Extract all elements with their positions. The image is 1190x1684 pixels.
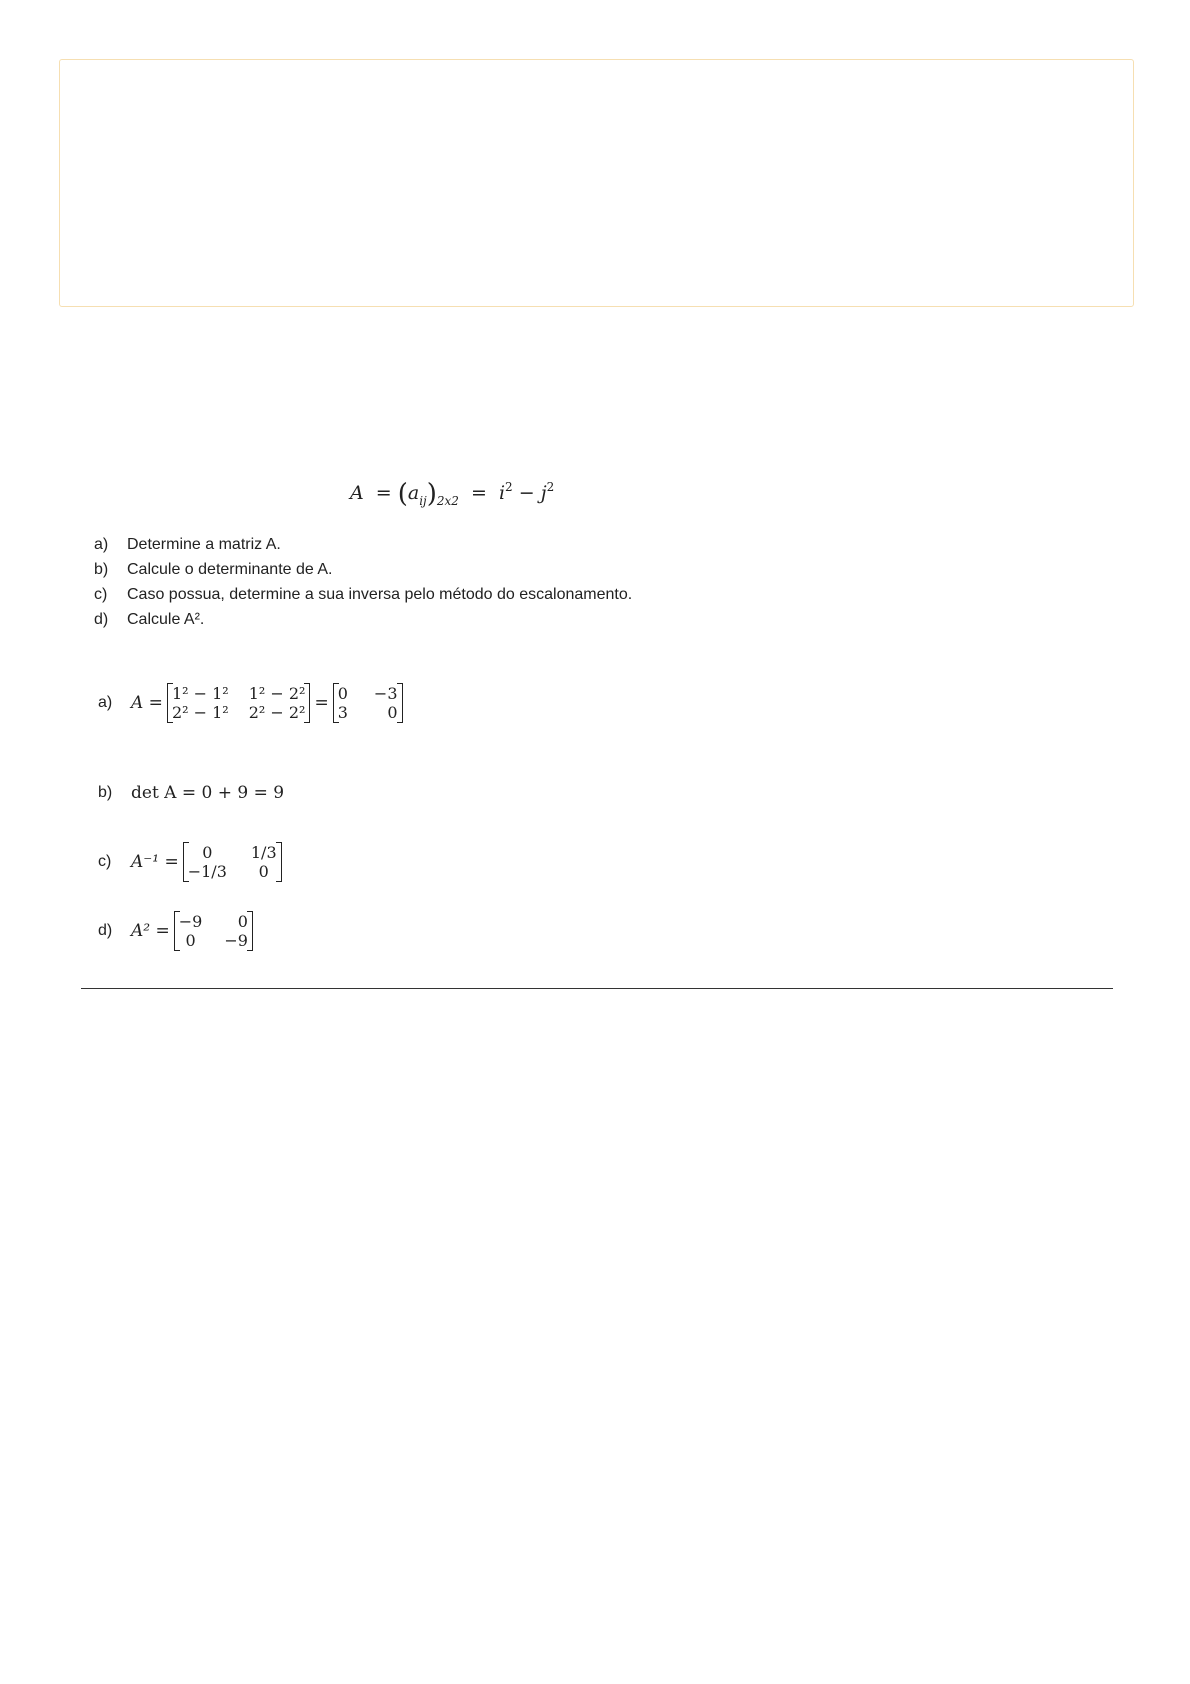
def-minus: − <box>518 482 535 504</box>
matrix-cell: 0 <box>202 843 213 862</box>
def-open-paren: ( <box>397 479 408 509</box>
answer-d-lhs: A² = <box>131 921 170 941</box>
header-box <box>59 59 1134 307</box>
matrix-cell: 2² − 1² <box>171 703 229 722</box>
question-letter: d) <box>94 611 109 628</box>
def-equals-2: = <box>471 482 487 504</box>
def-exp-i: 2 <box>505 480 513 494</box>
matrix-cell: 0 <box>185 931 196 950</box>
question-letter: a) <box>94 536 109 553</box>
question-text: Calcule A². <box>127 611 205 628</box>
matrix-result <box>333 683 403 723</box>
answer-a-lhs: A = <box>131 693 163 713</box>
answer-letter: b) <box>98 784 113 801</box>
answer-a <box>98 683 407 723</box>
matrix-cell: 0 <box>237 912 248 931</box>
def-a: a <box>407 482 420 504</box>
matrix-cell: 0 <box>387 703 398 722</box>
def-lhs: A <box>350 482 364 504</box>
matrix-cell: −3 <box>373 684 398 703</box>
matrix-definition <box>350 479 554 509</box>
question-item <box>94 607 632 632</box>
matrix-cell: −9 <box>178 912 203 931</box>
matrix-cell: 1² − 1² <box>171 684 229 703</box>
def-size: 2x2 <box>436 494 459 508</box>
question-text: Determine a matriz A. <box>127 536 281 553</box>
answer-c-lhs: A⁻¹ = <box>131 852 179 872</box>
answer-letter: a) <box>98 694 113 711</box>
def-ij: ij <box>419 494 427 508</box>
answer-d <box>98 911 257 951</box>
answer-letter: d) <box>98 922 113 939</box>
def-close-paren: ) <box>426 479 437 509</box>
question-item <box>94 532 632 557</box>
inverse-matrix <box>183 842 282 882</box>
matrix-cell: −1/3 <box>187 862 227 881</box>
answer-a-equals: = <box>314 693 329 713</box>
matrix-cell: 0 <box>258 862 269 881</box>
def-j: j <box>540 482 547 504</box>
matrix-cell: 1² − 2² <box>248 684 306 703</box>
squared-matrix <box>174 911 253 951</box>
determinant-expression: det A = 0 + 9 = 9 <box>131 783 285 803</box>
question-item <box>94 557 632 582</box>
def-equals: = <box>375 482 392 504</box>
horizontal-divider <box>81 988 1113 989</box>
matrix-cell: 1/3 <box>250 843 277 862</box>
matrix-cell: 3 <box>337 703 348 722</box>
matrix-cell: 2² − 2² <box>248 703 306 722</box>
matrix-cell: 0 <box>337 684 348 703</box>
answer-letter: c) <box>98 853 112 870</box>
answer-c <box>98 842 286 882</box>
matrix-expression <box>167 683 311 723</box>
question-letter: c) <box>94 586 108 603</box>
question-text: Caso possua, determine a sua inversa pelo método do escalonamento. <box>127 586 633 603</box>
def-exp-j: 2 <box>546 480 555 494</box>
question-list <box>94 532 632 632</box>
matrix-cell: −9 <box>224 931 248 950</box>
question-item <box>94 582 632 607</box>
question-letter: b) <box>94 561 109 578</box>
answer-b <box>98 783 284 803</box>
question-text: Calcule o determinante de A. <box>127 561 333 578</box>
def-i: i <box>498 482 506 504</box>
